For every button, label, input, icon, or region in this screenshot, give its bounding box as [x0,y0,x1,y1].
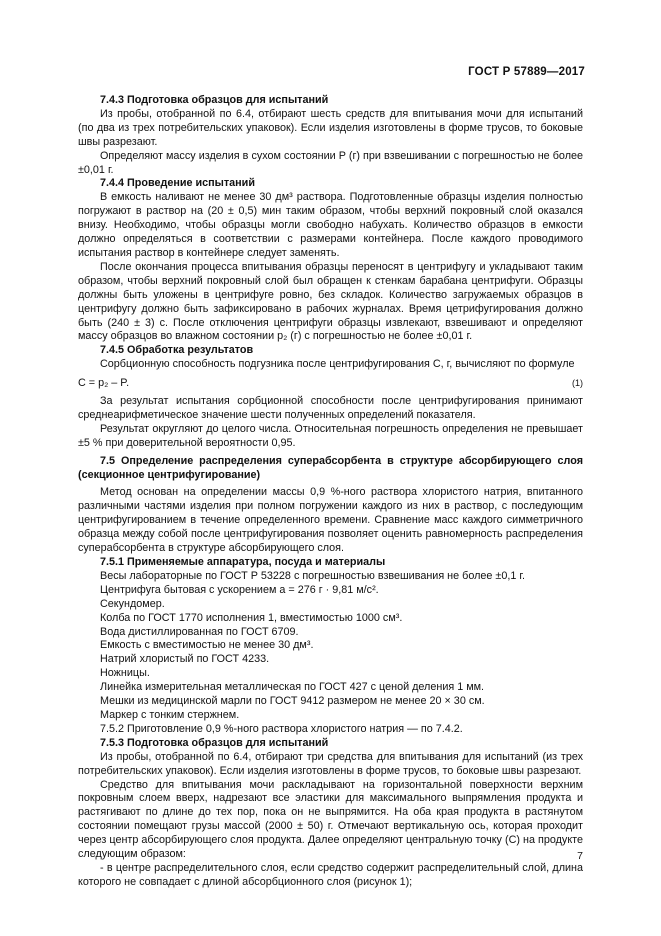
section-heading-7-4-4: 7.4.4 Проведение испытаний [100,177,255,190]
list-item: Колба по ГОСТ 1770 исполнения 1, вместимостью 1000 см³. [100,611,403,624]
paragraph: Сорбционную способность подгузника после центрифугирования C, г, вычисляют по формуле [100,358,575,371]
paragraph: После окончания процесса впитывания образцы переносят в центрифугу и укладывают таким образом, чтобы верхний покровный слой был обращен к стенкам барабана центрифуги. Образцы должны быть уложены в центрифуге ровно, без складок. Количество загружаемых образцов в центрифугу должно быть зафиксировано в рабочих журналах. Время цетрифугирования должно быть (240 ± 3) с. После отключения центрифуги образцы извлекают, взвешивают и определяют массу образцов во влажном состоянии p₂ (г) с погрешностью не более ±0,01 г. [78,260,583,343]
section-heading-7-4-3: 7.4.3 Подготовка образцов для испытаний [100,94,329,106]
section-heading-7-4-5: 7.4.5 Обработка результатов [100,344,254,357]
paragraph: В емкость наливают не менее 30 дм³ раствора. Подготовленные образцы изделия полностью погружают в раствор на (20 ± 0,5) мин таким образом, чтобы верхний покровный слой оказался внизу. Необходимо, чтобы образцы могли свободно набухать. Количество образцов в емкости должно определяться в соответствии с размерами контейнера. После каждого проводимого испытания раствор в контейнере следует заменять. [78,191,583,259]
paragraph: Метод основан на определении массы 0,9 %-ного раствора хлористого натрия, впитанного различными частями изделия при полном погружении каждого из них в раствор, с последующим центрифугированием в течение определенного времени. Сравнение масс каждого симметричного образца между собой после центрифугирования позволяет оценить равномерность распределения суперабсорбента в структуре абсорбирующего слоя. [78,486,583,555]
paragraph: - в центре распределительного слоя, если средство содержит распределительный слой, длина которого не совпадает с длиной абсорбционного слоя (рисунок 1); [78,861,583,888]
document-id: ГОСТ Р 57889—2017 [468,66,585,78]
section-heading-7-5-3: 7.5.3 Подготовка образцов для испытаний [100,736,329,749]
paragraph: Из пробы, отобранной по 6.4, отбирают три средства для впитывания для испытаний (из трех потребительских упаковок). Если изделия изготовлены в форме трусов, то боковые швы разрезают. [78,750,583,777]
document-body [78,94,583,890]
list-item: Ножницы. [100,667,150,680]
section-heading-7-5: 7.5 Определение распределения суперабсорбента в структуре абсорбирующего слоя (секционное центрифугирование) [78,454,583,481]
list-item: Весы лабораторные по ГОСТ Р 53228 с погрешностью взвешивания не более ±0,1 г. [100,569,525,582]
page-number: 7 [577,850,583,862]
list-item: Маркер с тонким стержнем. [100,708,240,721]
paragraph: Средство для впитывания мочи раскладывают на горизонтальной поверхности верхним покровным слоем вверх, надрезают все эластики для максимального выпрямления продукта и растягивают по длине до тех пор, пока он не выпрямится. На оба края продукта в растянутом состоянии помещают грузы массой (2000 ± 50) г. Отмечают вертикальную ось, которая проходит через центр абсорбирующего слоя продукта. Далее определяют центральную точку (C) на продукте следующим образом: [78,778,583,861]
section-7-5-2: 7.5.2 Приготовление 0,9 %-ного раствора хлористого натрия — по 7.4.2. [100,722,463,735]
formula-text: C = p₂ – P. [78,377,130,390]
list-item: Вода дистиллированная по ГОСТ 6709. [100,625,299,638]
formula-number: (1) [572,378,583,389]
list-item: Мешки из медицинской марли по ГОСТ 9412 размером не менее 20 × 30 см. [100,695,485,708]
paragraph: Результат округляют до целого числа. Относительная погрешность определения не превышает ±5 % при доверительной вероятности 0,95. [78,422,583,449]
list-item: Емкость с вместимостью не менее 30 дм³. [100,639,314,652]
section-heading-7-5-1: 7.5.1 Применяемые аппаратура, посуда и материалы [100,556,386,568]
formula-1 [78,377,583,391]
paragraph: Из пробы, отобранной по 6.4, отбирают шесть средств для впитывания мочи для испытаний (по два из трех потребительских упаковок). Если изделия изготовлены в форме трусов, то боковые швы разрезают. [78,107,583,148]
list-item: Центрифуга бытовая с ускорением a = 276 г · 9,81 м/с². [100,583,379,596]
paragraph: Определяют массу изделия в сухом состоянии P (г) при взвешивании с погрешностью не более ±0,01 г. [78,149,583,176]
list-item: Натрий хлористый по ГОСТ 4233. [100,653,270,666]
list-item: Секундомер. [100,597,165,610]
list-item: Линейка измерительная металлическая по ГОСТ 427 с ценой деления 1 мм. [100,681,485,694]
paragraph: За результат испытания сорбционной способности после центрифугирования принимают среднеарифметическое значение шести полученных определений показателя. [78,395,583,421]
